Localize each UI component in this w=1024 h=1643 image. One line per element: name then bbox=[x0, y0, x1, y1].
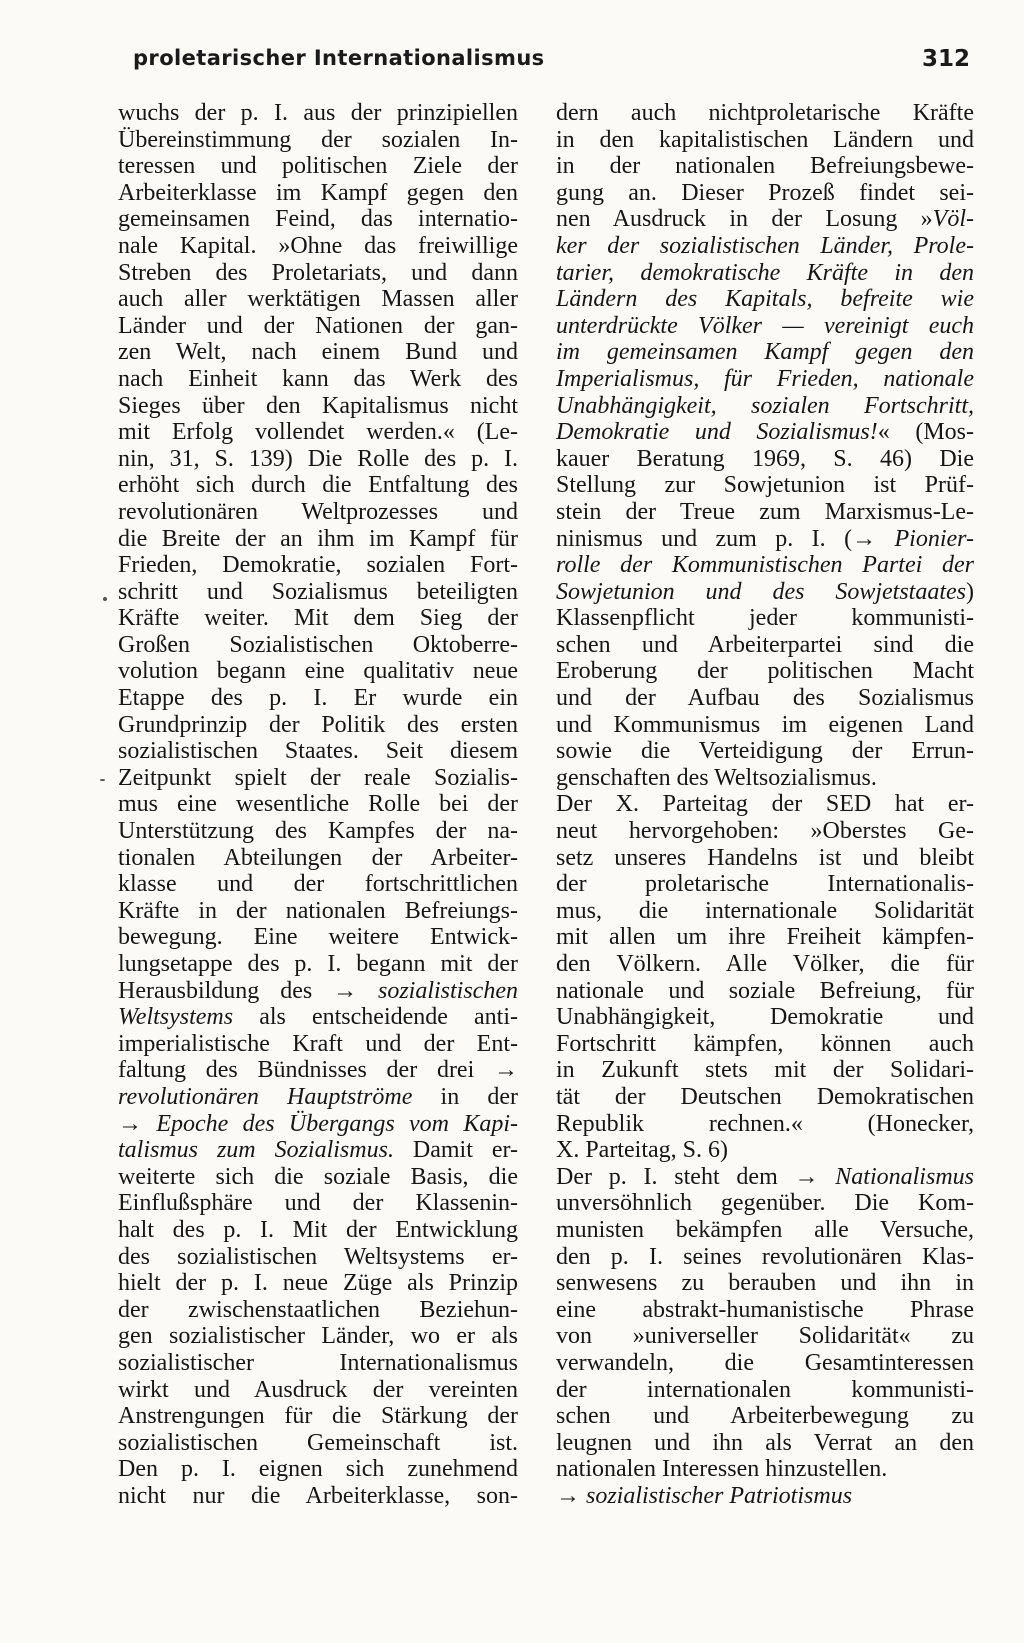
text-line bbox=[118, 472, 518, 499]
text-line bbox=[118, 127, 518, 154]
text-line bbox=[118, 1137, 518, 1164]
text-run: mit allen um ihre Freiheit kämpfen- bbox=[556, 924, 974, 951]
text-run: verwandeln, die Gesamtinteressen bbox=[556, 1349, 974, 1376]
text-run: von »universeller Solidarität« zu bbox=[556, 1323, 974, 1350]
text-run: auch aller werktätigen Massen aller bbox=[118, 286, 518, 313]
text-line bbox=[556, 951, 974, 978]
italic-term: revolutionären Hauptströme bbox=[118, 1083, 413, 1110]
text-line bbox=[556, 1483, 974, 1510]
text-line bbox=[556, 1164, 974, 1191]
text-line bbox=[556, 206, 974, 233]
text-run: Fortschritt kämpfen, können auch bbox=[556, 1030, 974, 1057]
text-line bbox=[118, 180, 518, 207]
text-line bbox=[556, 765, 974, 792]
text-run: Kräfte in der nationalen Befreiungs- bbox=[118, 897, 518, 924]
text-run: neut hervorgehoben: »Oberstes Ge- bbox=[556, 818, 974, 845]
text-line bbox=[556, 845, 974, 872]
text-line bbox=[556, 1004, 974, 1031]
text-line bbox=[118, 1297, 518, 1324]
italic-term: tarier, demokratische Kräfte in den bbox=[556, 259, 974, 286]
text-line bbox=[118, 552, 518, 579]
text-run: in der nationalen Befreiungsbewe- bbox=[556, 153, 974, 180]
text-run: ninismus und zum p. I. (→ bbox=[556, 525, 895, 552]
text-run: schritt und Sozialismus beteiligten bbox=[118, 578, 518, 605]
text-run: halt des p. I. Mit der Entwicklung bbox=[118, 1216, 518, 1243]
text-line bbox=[118, 738, 518, 765]
text-line bbox=[556, 978, 974, 1005]
text-run: Unterstützung des Kampfes der na- bbox=[118, 818, 518, 845]
italic-term: Nationalismus bbox=[835, 1163, 974, 1190]
text-run: imperialistische Kraft und der Ent- bbox=[118, 1030, 518, 1057]
text-run: faltung des Bündnisses der drei → bbox=[118, 1057, 518, 1084]
text-line bbox=[556, 632, 974, 659]
text-line bbox=[118, 339, 518, 366]
text-line bbox=[556, 1377, 974, 1404]
text-line bbox=[556, 658, 974, 685]
text-line bbox=[556, 1350, 974, 1377]
text-line bbox=[556, 1403, 974, 1430]
text-run: → bbox=[556, 1482, 586, 1509]
text-run: den p. I. seines revolutionären Klas- bbox=[556, 1243, 974, 1270]
text-run: nin, 31, S. 139) Die Rolle des p. I. bbox=[118, 445, 518, 472]
text-line bbox=[556, 1031, 974, 1058]
italic-term: Imperialismus, für Frieden, nationale bbox=[556, 365, 974, 392]
text-line bbox=[556, 446, 974, 473]
text-line bbox=[556, 1084, 974, 1111]
text-line bbox=[118, 1084, 518, 1111]
text-run: dern auch nichtproletarische Kräfte bbox=[556, 100, 974, 126]
text-run: senwesens zu berauben und ihn in bbox=[556, 1270, 974, 1297]
text-run: Herausbildung des → bbox=[118, 977, 378, 1004]
text-run: als entscheidende anti- bbox=[233, 1004, 518, 1031]
text-line bbox=[118, 658, 518, 685]
page-header bbox=[133, 46, 970, 82]
text-run: Den p. I. eignen sich zunehmend bbox=[118, 1456, 518, 1483]
text-run: sozialistischen Gemeinschaft ist. bbox=[118, 1429, 518, 1456]
text-run: Republik rechnen.« (Honecker, bbox=[556, 1110, 974, 1137]
text-line bbox=[556, 100, 974, 127]
text-line bbox=[118, 1350, 518, 1377]
text-line bbox=[556, 233, 974, 260]
italic-term: ker der sozialistischen Länder, Prole- bbox=[556, 232, 974, 259]
text-run: Arbeiterklasse im Kampf gegen den bbox=[118, 179, 518, 206]
text-run: Stellung zur Sowjetunion ist Prüf- bbox=[556, 472, 974, 499]
text-run: wirkt und Ausdruck der vereinten bbox=[118, 1376, 518, 1403]
text-line bbox=[556, 313, 974, 340]
text-run: Streben des Proletariats, und dann bbox=[118, 259, 518, 286]
text-run: Der p. I. steht dem → bbox=[556, 1163, 836, 1190]
text-run: gung an. Dieser Prozeß findet sei- bbox=[556, 179, 974, 206]
text-run: Zeitpunkt spielt der reale Sozialis- bbox=[118, 764, 518, 791]
text-line bbox=[118, 260, 518, 287]
text-line bbox=[118, 313, 518, 340]
text-run: Der X. Parteitag der SED hat er- bbox=[556, 791, 974, 818]
text-run: unversöhnlich gegenüber. Die Kom- bbox=[556, 1190, 974, 1217]
text-line bbox=[118, 1456, 518, 1483]
text-line bbox=[556, 579, 974, 606]
text-run: in den kapitalistischen Ländern und bbox=[556, 126, 974, 153]
text-line bbox=[118, 871, 518, 898]
text-run: X. Parteitag, S. 6) bbox=[556, 1137, 728, 1164]
text-line bbox=[118, 1004, 518, 1031]
text-run: des sozialistischen Weltsystems er- bbox=[118, 1243, 518, 1270]
text-line bbox=[118, 1377, 518, 1404]
italic-term: im gemeinsamen Kampf gegen den bbox=[556, 339, 974, 366]
text-line bbox=[556, 1430, 974, 1457]
text-line bbox=[556, 339, 974, 366]
text-line bbox=[118, 1164, 518, 1191]
text-line bbox=[118, 419, 518, 446]
left-text-column bbox=[118, 100, 518, 1509]
text-line bbox=[556, 127, 974, 154]
text-run: der proletarische Internationalis- bbox=[556, 871, 974, 898]
text-line bbox=[556, 871, 974, 898]
text-line bbox=[118, 100, 518, 127]
text-line bbox=[556, 419, 974, 446]
text-line bbox=[556, 153, 974, 180]
text-run: und der Aufbau des Sozialismus bbox=[556, 685, 974, 712]
text-line bbox=[118, 1111, 518, 1138]
text-run: → bbox=[118, 1110, 157, 1137]
text-run: Übereinstimmung der sozialen In- bbox=[118, 126, 518, 153]
text-line bbox=[118, 153, 518, 180]
text-line bbox=[556, 366, 974, 393]
italic-term: sozialistischer Patriotismus bbox=[586, 1482, 853, 1509]
text-line bbox=[118, 1430, 518, 1457]
margin-speck bbox=[103, 597, 107, 601]
text-line bbox=[118, 765, 518, 792]
text-line bbox=[556, 818, 974, 845]
text-run: Damit er- bbox=[393, 1137, 518, 1164]
text-line bbox=[556, 605, 974, 632]
text-run: schen und Arbeiterbewegung zu bbox=[556, 1403, 974, 1430]
text-line bbox=[556, 1137, 974, 1164]
text-run: kauer Beratung 1969, S. 46) Die bbox=[556, 445, 974, 472]
text-line bbox=[556, 738, 974, 765]
text-line bbox=[118, 206, 518, 233]
text-run: in der bbox=[412, 1083, 518, 1110]
text-line bbox=[556, 286, 974, 313]
text-run: nen Ausdruck in der Losung » bbox=[556, 206, 933, 233]
text-line bbox=[556, 898, 974, 925]
text-run: tät der Deutschen Demokratischen bbox=[556, 1083, 974, 1110]
text-run: klasse und der fortschrittlichen bbox=[118, 871, 518, 898]
text-line bbox=[556, 260, 974, 287]
text-run: mit Erfolg vollendet werden.« (Le- bbox=[118, 419, 518, 446]
text-run: und Kommunismus im eigenen Land bbox=[556, 711, 974, 738]
text-line bbox=[118, 924, 518, 951]
text-run: volution begann eine qualitativ neue bbox=[118, 658, 518, 685]
text-run: weiterte sich die soziale Basis, die bbox=[118, 1163, 518, 1190]
text-line bbox=[556, 1297, 974, 1324]
text-line bbox=[118, 632, 518, 659]
text-line bbox=[118, 526, 518, 553]
text-line bbox=[556, 791, 974, 818]
text-line bbox=[118, 1403, 518, 1430]
text-line bbox=[118, 818, 518, 845]
text-run: gemeinsamen Feind, das internatio- bbox=[118, 206, 518, 233]
text-line bbox=[118, 1031, 518, 1058]
text-run: Anstrengungen für die Stärkung der bbox=[118, 1403, 518, 1430]
text-run: wuchs der p. I. aus der prinzipiellen bbox=[118, 100, 518, 126]
text-line bbox=[556, 552, 974, 579]
text-run: schen und Arbeiterpartei sind die bbox=[556, 631, 974, 658]
text-line bbox=[118, 898, 518, 925]
text-run: revolutionären Weltprozesses und bbox=[118, 498, 518, 525]
text-line bbox=[556, 1217, 974, 1244]
text-run: gen sozialistischer Länder, wo er als bbox=[118, 1323, 518, 1350]
text-run: Frieden, Demokratie, sozialen Fort- bbox=[118, 552, 518, 579]
text-run: in Zukunft stets mit der Solidari- bbox=[556, 1057, 974, 1084]
text-run: lungsetappe des p. I. begann mit der bbox=[118, 951, 518, 977]
text-line bbox=[556, 1111, 974, 1138]
text-run: setz unseres Handelns ist und bleibt bbox=[556, 844, 974, 871]
italic-term: sozialistischen bbox=[377, 977, 518, 1004]
text-run: nach Einheit kann das Werk des bbox=[118, 365, 518, 392]
italic-term: Sowjetunion und des Sowjetstaates bbox=[556, 578, 966, 605]
italic-term: rolle der Kommunistischen Partei der bbox=[556, 552, 974, 579]
text-run: sozialistischen Staates. Seit diesem bbox=[118, 738, 518, 765]
text-line bbox=[118, 951, 518, 978]
text-line bbox=[556, 1270, 974, 1297]
text-line bbox=[118, 1057, 518, 1084]
text-line bbox=[556, 1244, 974, 1271]
text-line bbox=[556, 1190, 974, 1217]
text-run: leugnen und ihn als Verrat an den bbox=[556, 1429, 974, 1456]
text-run: eine abstrakt-humanistische Phrase bbox=[556, 1296, 974, 1323]
text-run: Großen Sozialistischen Oktoberre- bbox=[118, 631, 518, 658]
italic-term: Unabhängigkeit, sozialen Fortschritt, bbox=[556, 392, 974, 419]
text-run: sowie die Verteidigung der Errun- bbox=[556, 738, 974, 765]
text-line bbox=[118, 685, 518, 712]
text-line bbox=[118, 1217, 518, 1244]
text-run: Unabhängigkeit, Demokratie und bbox=[556, 1004, 974, 1031]
text-run: nicht nur die Arbeiterklasse, son- bbox=[118, 1482, 518, 1509]
text-line bbox=[556, 180, 974, 207]
text-run: munisten bekämpfen alle Versuche, bbox=[556, 1216, 974, 1243]
text-line bbox=[556, 924, 974, 951]
text-line bbox=[118, 791, 518, 818]
text-line bbox=[556, 393, 974, 420]
running-head-title: proletarischer Internationalismus bbox=[133, 46, 545, 70]
text-line bbox=[118, 393, 518, 420]
text-run: stein der Treue zum Marxismus-Le- bbox=[556, 498, 974, 525]
text-run: den Völkern. Alle Völker, die für bbox=[556, 951, 974, 977]
text-run: mus, die internationale Solidarität bbox=[556, 897, 974, 924]
text-line bbox=[118, 1270, 518, 1297]
text-run: Eroberung der politischen Macht bbox=[556, 658, 974, 685]
text-line bbox=[556, 1456, 974, 1483]
text-run: hielt der p. I. neue Züge als Prinzip bbox=[118, 1270, 518, 1297]
text-line bbox=[556, 472, 974, 499]
text-run: ) bbox=[966, 578, 974, 605]
text-run: der zwischenstaatlichen Beziehun- bbox=[118, 1296, 518, 1323]
text-run: der internationalen kommunisti- bbox=[556, 1376, 974, 1403]
text-line bbox=[556, 499, 974, 526]
text-run: bewegung. Eine weitere Entwick- bbox=[118, 924, 518, 951]
text-line bbox=[556, 685, 974, 712]
text-line bbox=[118, 446, 518, 473]
text-run: Klassenpflicht jeder kommunisti- bbox=[556, 605, 974, 632]
text-run: mus eine wesentliche Rolle bei der bbox=[118, 791, 518, 818]
text-line bbox=[118, 978, 518, 1005]
italic-term: Demokratie und Sozialismus! bbox=[556, 419, 878, 446]
italic-term: unterdrückte Völker — vereinigt euch bbox=[556, 312, 974, 339]
text-run: zen Welt, nach einem Bund und bbox=[118, 339, 518, 366]
margin-speck bbox=[100, 779, 105, 781]
text-line bbox=[118, 233, 518, 260]
text-run: Einflußsphäre und der Klassenin- bbox=[118, 1190, 518, 1217]
italic-term: talismus zum Sozialismus. bbox=[118, 1137, 394, 1164]
italic-term: Epoche des Übergangs vom Kapi- bbox=[156, 1110, 518, 1137]
text-line bbox=[118, 579, 518, 606]
text-run: nationalen Interessen hinzustellen. bbox=[556, 1456, 888, 1483]
text-line bbox=[118, 845, 518, 872]
text-line bbox=[118, 1244, 518, 1271]
text-run: erhöht sich durch die Entfaltung des bbox=[118, 472, 518, 499]
italic-term: Völ- bbox=[932, 206, 974, 233]
text-run: sozialistischer Internationalismus bbox=[118, 1349, 518, 1376]
italic-term: Weltsystems bbox=[118, 1004, 234, 1031]
text-line bbox=[556, 1323, 974, 1350]
italic-term: Ländern des Kapitals, befreite wie bbox=[556, 286, 974, 313]
text-line bbox=[556, 1057, 974, 1084]
text-run: genschaften des Weltsozialismus. bbox=[556, 764, 877, 791]
text-line bbox=[118, 712, 518, 739]
text-line bbox=[118, 1190, 518, 1217]
text-line bbox=[118, 366, 518, 393]
text-line bbox=[556, 712, 974, 739]
right-text-column bbox=[556, 100, 974, 1509]
text-run: tionalen Abteilungen der Arbeiter- bbox=[118, 844, 518, 871]
text-run: teressen und politischen Ziele der bbox=[118, 153, 518, 180]
text-line bbox=[556, 526, 974, 553]
text-line bbox=[118, 1323, 518, 1350]
text-run: « (Mos- bbox=[877, 419, 974, 446]
text-run: nale Kapital. »Ohne das freiwillige bbox=[118, 232, 518, 259]
text-run: die Breite der an ihm im Kampf für bbox=[118, 525, 518, 552]
text-line bbox=[118, 286, 518, 313]
text-run: nationale und soziale Befreiung, für bbox=[556, 977, 974, 1004]
text-line bbox=[118, 605, 518, 632]
page-number: 312 bbox=[921, 46, 970, 72]
text-line bbox=[118, 1483, 518, 1510]
text-line bbox=[118, 499, 518, 526]
text-run: Sieges über den Kapitalismus nicht bbox=[118, 392, 518, 419]
text-run: Etappe des p. I. Er wurde ein bbox=[118, 685, 518, 712]
text-run: Länder und der Nationen der gan- bbox=[118, 312, 518, 339]
italic-term: Pionier- bbox=[894, 525, 974, 552]
text-run: Kräfte weiter. Mit dem Sieg der bbox=[118, 605, 518, 632]
text-run: Grundprinzip der Politik des ersten bbox=[118, 711, 518, 738]
